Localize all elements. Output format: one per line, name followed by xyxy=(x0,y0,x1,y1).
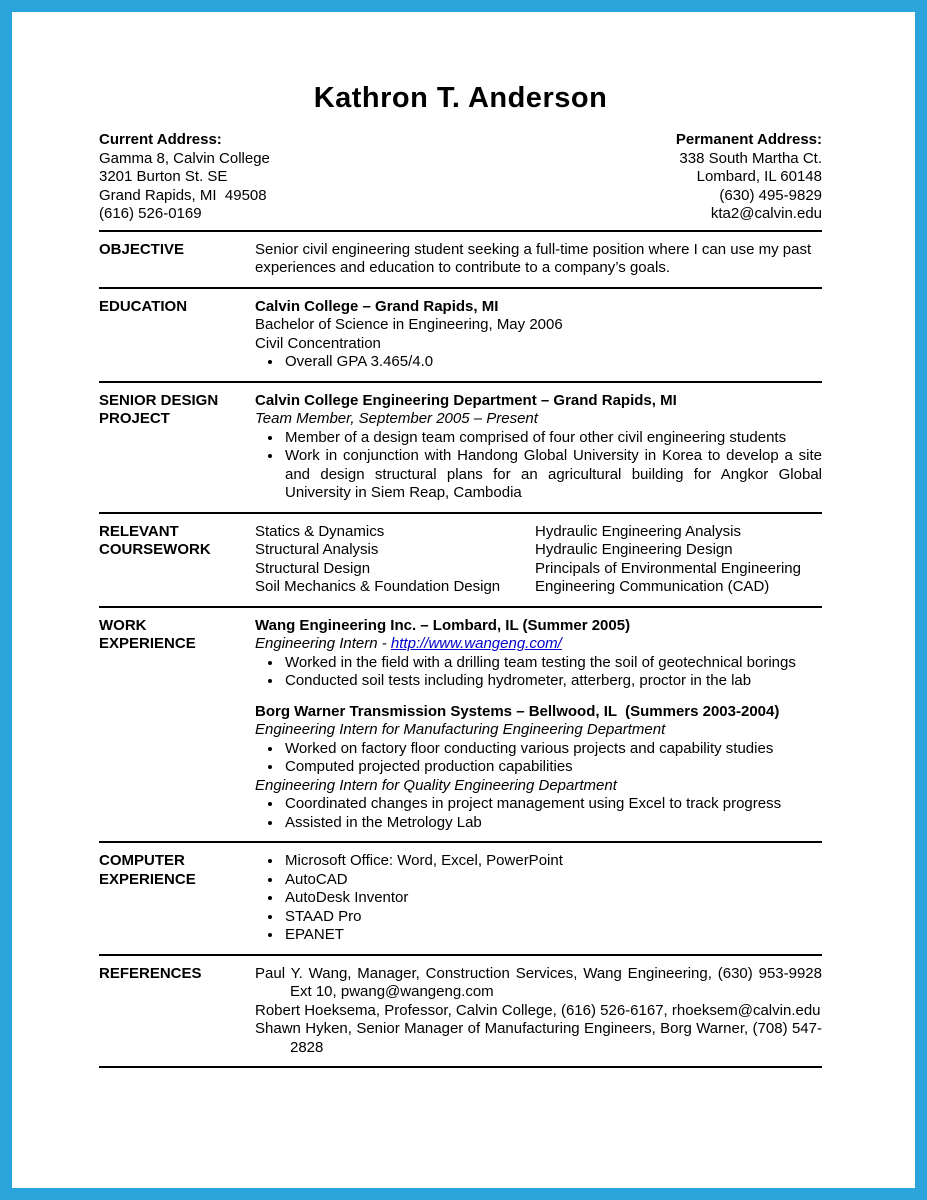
section-divider xyxy=(99,381,822,383)
heading-line: WORK xyxy=(99,616,147,634)
heading-line: COMPUTER xyxy=(99,852,185,869)
reference-item: Robert Hoeksema, Professor, Calvin College, (616) 526-6167, rhoeksem@calvin.edu xyxy=(255,1001,821,1019)
senior-design-bullets xyxy=(255,429,822,503)
job-bullets xyxy=(255,740,822,777)
section-senior-design xyxy=(99,389,822,506)
course-item: Principals of Environmental Engineering xyxy=(535,559,801,577)
education-concentration: Civil Concentration xyxy=(255,334,381,352)
job-role xyxy=(255,635,822,654)
resume-name: Kathron T. Anderson xyxy=(313,82,608,114)
course-item: Hydraulic Engineering Design xyxy=(535,541,733,558)
bullet-item: • Worked in the field with a drilling team testing the soil of geotechnical borings xyxy=(283,654,822,673)
bullet-item: • Assisted in the Metrology Lab xyxy=(283,814,822,833)
section-divider xyxy=(99,230,822,232)
bullet-item: • Microsoft Office: Word, Excel, PowerPoint xyxy=(283,852,822,871)
job-borg-warner xyxy=(255,703,822,833)
permanent-address xyxy=(676,131,822,224)
reference-item: Shawn Hyken, Senior Manager of Manufacturing Engineers, Borg Warner, (708) 547-2828 xyxy=(255,1020,822,1056)
bullet-item: • Work in conjunction with Handong Global University in Korea to develop a site and design structural plans for an agricultural building for Angkor Global University in Siem Reap, Cambodia xyxy=(283,447,822,503)
wangeng-link[interactable]: http://www.wangeng.com/ xyxy=(390,635,562,652)
bullet-item: • Coordinated changes in project management using Excel to track progress xyxy=(283,795,822,814)
section-divider xyxy=(99,1066,822,1068)
job-role: Engineering Intern for Quality Engineering Department xyxy=(255,776,617,794)
section-divider xyxy=(99,287,822,289)
job-bullets xyxy=(255,795,822,832)
current-address xyxy=(99,131,270,224)
current-address-label: Current Address: xyxy=(99,131,222,148)
computer-content xyxy=(255,852,822,945)
section-coursework xyxy=(99,520,822,600)
education-content xyxy=(255,298,822,372)
heading-line: PROJECT xyxy=(99,410,170,427)
heading-line: SENIOR DESIGN xyxy=(99,391,219,409)
address-block xyxy=(99,131,822,224)
current-address-line: Gamma 8, Calvin College xyxy=(99,149,270,167)
reference-item: Paul Y. Wang, Manager, Construction Services, Wang Engineering, (630) 953-9928 Ext 10, pwang@wangeng.com xyxy=(255,964,822,1000)
bullet-item: • Overall GPA 3.465/4.0 xyxy=(283,353,822,372)
education-heading xyxy=(99,298,255,372)
bullet-item: • Computed projected production capabilities xyxy=(283,758,822,777)
education-degree: Bachelor of Science in Engineering, May 2006 xyxy=(255,316,563,333)
bullet-item: • AutoDesk Inventor xyxy=(283,889,822,908)
bullet-item: • Conducted soil tests including hydrometer, atterberg, proctor in the lab xyxy=(283,672,822,691)
coursework-heading xyxy=(99,523,255,597)
heading-line: COURSEWORK xyxy=(99,541,211,558)
senior-design-org: Calvin College Engineering Department – Grand Rapids, MI xyxy=(255,391,677,409)
section-divider xyxy=(99,606,822,608)
heading-line: RELEVANT xyxy=(99,522,179,540)
section-objective xyxy=(99,238,822,281)
course-item: Hydraulic Engineering Analysis xyxy=(535,522,741,540)
objective-heading xyxy=(99,241,255,278)
coursework-column-left xyxy=(255,523,535,597)
job-wang-engineering xyxy=(255,617,822,691)
computer-heading xyxy=(99,852,255,945)
course-item: Statics & Dynamics xyxy=(255,522,385,540)
bullet-item: • STAAD Pro xyxy=(283,908,822,927)
current-address-line: Grand Rapids, MI 49508 xyxy=(99,186,267,204)
objective-text: Senior civil engineering student seeking a full-time position where I can use my past experiences and education to contribute to a company’s goals. xyxy=(255,240,812,276)
course-item: Soil Mechanics & Foundation Design xyxy=(255,578,501,595)
references-content xyxy=(255,965,822,1058)
permanent-address-line: kta2@calvin.edu xyxy=(710,205,822,222)
heading-line: REFERENCES xyxy=(99,964,202,982)
resume-sheet xyxy=(12,12,915,1114)
work-content xyxy=(255,617,822,833)
heading-line: EXPERIENCE xyxy=(99,635,196,652)
permanent-address-line: Lombard, IL 60148 xyxy=(696,168,822,185)
course-item: Structural Design xyxy=(255,559,371,577)
senior-design-role: Team Member, September 2005 – Present xyxy=(255,410,538,427)
heading-line: EXPERIENCE xyxy=(99,870,196,888)
permanent-address-line: 338 South Martha Ct. xyxy=(679,149,822,167)
education-bullets xyxy=(255,353,822,372)
section-divider xyxy=(99,841,822,843)
computer-bullets xyxy=(255,852,822,945)
bullet-item: • Worked on factory floor conducting various projects and capability studies xyxy=(283,740,822,759)
job-company: Borg Warner Transmission Systems – Bellwood, IL (Summers 2003-2004) xyxy=(255,702,780,720)
current-address-line: 3201 Burton St. SE xyxy=(99,168,228,185)
section-references xyxy=(99,962,822,1061)
section-education xyxy=(99,295,822,375)
permanent-address-line: (630) 495-9829 xyxy=(719,186,822,204)
section-divider xyxy=(99,512,822,514)
bullet-item: • Member of a design team comprised of four other civil engineering students xyxy=(283,429,822,448)
coursework-content xyxy=(255,523,822,597)
section-work-experience xyxy=(99,614,822,836)
course-item: Structural Analysis xyxy=(255,541,379,558)
heading-line: EDUCATION xyxy=(99,297,188,315)
coursework-column-right xyxy=(535,523,822,597)
current-address-line: (616) 526-0169 xyxy=(99,205,202,222)
work-heading xyxy=(99,617,255,833)
permanent-address-label: Permanent Address: xyxy=(675,131,822,148)
bullet-item: • AutoCAD xyxy=(283,871,822,890)
senior-design-heading xyxy=(99,392,255,503)
bullet-item: • EPANET xyxy=(283,926,822,945)
section-computer-experience xyxy=(99,849,822,948)
heading-line: OBJECTIVE xyxy=(99,240,185,258)
section-divider xyxy=(99,954,822,956)
objective-content xyxy=(255,241,822,278)
references-heading xyxy=(99,965,255,1058)
job-company: Wang Engineering Inc. – Lombard, IL (Summer 2005) xyxy=(255,616,631,634)
job-role-text: Engineering Intern - xyxy=(255,635,391,652)
senior-design-content xyxy=(255,392,822,503)
course-item: Engineering Communication (CAD) xyxy=(535,578,770,595)
job-role: Engineering Intern for Manufacturing Engineering Department xyxy=(255,721,666,738)
job-bullets xyxy=(255,654,822,691)
education-school: Calvin College – Grand Rapids, MI xyxy=(255,297,499,315)
